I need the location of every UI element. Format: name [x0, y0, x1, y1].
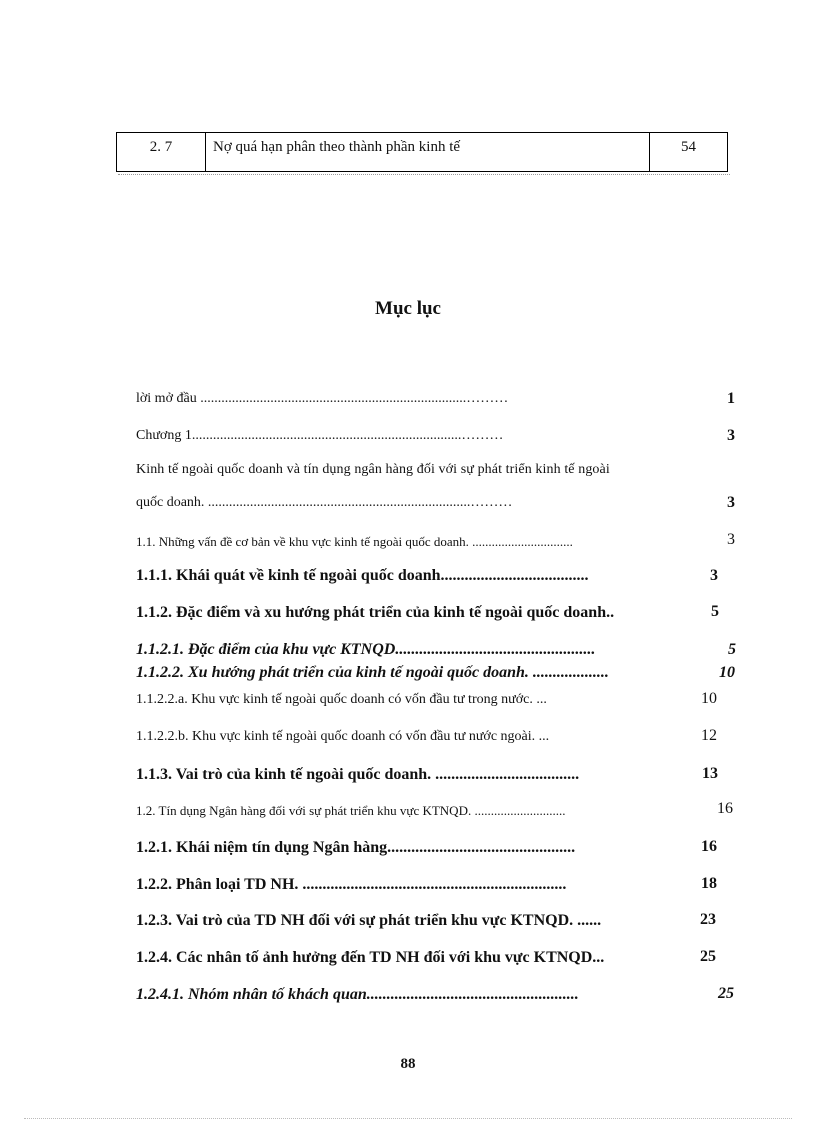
page-number: 88 — [400, 1056, 416, 1072]
toc-entry-text[interactable]: 1.2.1. Khái niệm tín dụng Ngân hàng............................................... — [136, 839, 576, 856]
toc-entry-page: 3 — [710, 567, 718, 584]
toc-entry-text[interactable]: 1.1.2.2.b. Khu vực kinh tế ngoài quốc doanh có vốn đầu tư nước ngoài. ... — [136, 729, 550, 744]
table-bottom-rule — [118, 172, 730, 175]
toc-entry-text[interactable]: 1.1.2.1. Đặc điểm của khu vực KTNQD.................................................. — [136, 641, 596, 658]
toc-entry-text[interactable]: quốc doanh. ...........................................................................……… — [136, 495, 513, 510]
toc-entry-text[interactable]: Chương 1.............................................................................……… — [136, 428, 504, 443]
toc-entry-page: 5 — [728, 641, 736, 658]
toc-entry-page: 18 — [701, 875, 717, 892]
table-title-cell: Nợ quá hạn phân theo thành phần kinh tế — [206, 133, 650, 171]
toc-entry-text[interactable]: 1.1.2.2.a. Khu vực kinh tế ngoài quốc doanh có vốn đầu tư trong nước. ... — [136, 692, 547, 707]
toc-entry-page: 23 — [700, 911, 716, 928]
toc-entry-text[interactable]: Kinh tế ngoài quốc doanh và tín dụng ngân hàng đối với sự phát triển kinh tế ngoài — [136, 462, 610, 477]
toc-entry-page: 3 — [727, 427, 735, 444]
toc-entry-page: 25 — [718, 985, 734, 1002]
toc-entry-page: 16 — [717, 800, 733, 817]
table-page-cell: 54 — [681, 139, 696, 155]
toc-entry-page: 5 — [711, 603, 719, 620]
page-bottom-rule — [24, 1118, 792, 1119]
toc-entry-text[interactable]: 1.2.3. Vai trò của TD NH đối với sự phát triển khu vực KTNQD. ...... — [136, 912, 602, 929]
toc-entry-text[interactable]: 1.1.3. Vai trò của kinh tế ngoài quốc doanh. .................................... — [136, 766, 580, 783]
summary-table-row — [116, 132, 728, 172]
toc-entry-page: 16 — [701, 838, 717, 855]
toc-entry-text[interactable]: 1.2.2. Phân loại TD NH. .................................................................. — [136, 876, 567, 893]
toc-entry-text[interactable]: 1.2.4. Các nhân tố ảnh hưởng đến TD NH đối với khu vực KTNQD... — [136, 949, 605, 966]
toc-entry-page: 12 — [701, 727, 717, 744]
toc-entry-page: 3 — [727, 494, 735, 511]
toc-entry-page: 1 — [727, 390, 735, 407]
toc-entry-text[interactable]: 1.1.2. Đặc điểm và xu hướng phát triển của kinh tế ngoài quốc doanh.. — [136, 604, 615, 621]
toc-entry-page: 3 — [727, 531, 735, 548]
toc-entry-text[interactable]: 1.1.2.2. Xu hướng phát triển của kinh tế ngoài quốc doanh. ................... — [136, 664, 609, 681]
toc-entry-text[interactable]: 1.2. Tín dụng Ngân hàng đối với sự phát triển khu vực KTNQD. ............................ — [136, 803, 566, 818]
toc-entry-page: 25 — [700, 948, 716, 965]
toc-entry-text[interactable]: 1.1. Những vấn đề cơ bản về khu vực kinh tế ngoài quốc doanh. ............................... — [136, 534, 573, 549]
toc-entry-page: 10 — [701, 690, 717, 707]
toc-entry-page: 13 — [702, 765, 718, 782]
toc-entry-text[interactable]: 1.1.1. Khái quát về kinh tế ngoài quốc doanh..................................... — [136, 567, 589, 584]
toc-entry-text[interactable]: 1.2.4.1. Nhóm nhân tố khách quan..................................................... — [136, 986, 579, 1003]
page-title: Mục lục — [375, 298, 441, 319]
table-number-cell: 2. 7 — [117, 133, 206, 171]
toc-entry-page: 10 — [719, 664, 735, 681]
toc-entry-text[interactable]: lời mở đầu ............................................................................……… — [136, 391, 509, 406]
